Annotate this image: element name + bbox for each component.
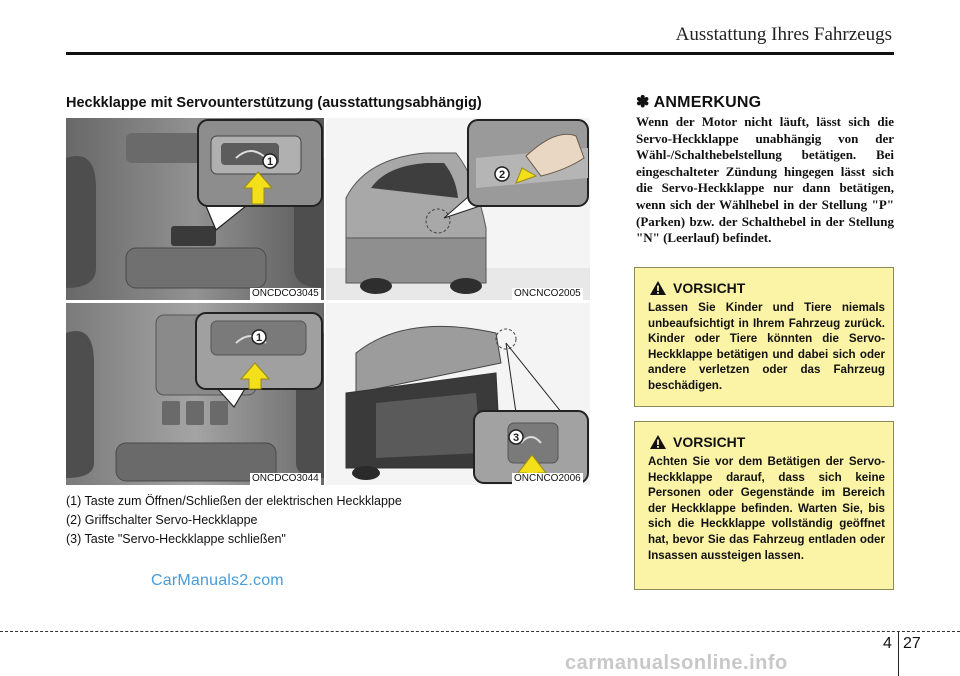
- caution-box-1: [634, 267, 894, 407]
- section-title: Heckklappe mit Servounterstützung (ausstattungsabhängig): [66, 95, 482, 111]
- running-header: Ausstattung Ihres Fahrzeugs: [675, 24, 892, 45]
- caution-title-2: VORSICHT: [673, 434, 746, 450]
- note-title: [636, 92, 761, 112]
- marker-2: 2: [498, 169, 506, 181]
- note-title-text: ANMERKUNG: [653, 94, 762, 111]
- marker-3: 3: [512, 432, 520, 444]
- watermark-link[interactable]: CarManuals2.com: [151, 572, 284, 589]
- page-number: 27: [903, 635, 921, 652]
- caption-2: (2) Griffschalter Servo-Heckklappe: [66, 513, 258, 527]
- footer-rule: [0, 631, 960, 632]
- code-top-left: ONCDCO3045: [252, 288, 319, 299]
- photo-tailgate-handle: [326, 118, 590, 300]
- chapter-number: 4: [883, 635, 892, 652]
- caution-box-2: [634, 421, 894, 590]
- code-bottom-left: ONCDCO3044: [252, 473, 319, 484]
- site-footer-link[interactable]: carmanualsonline.info: [565, 652, 788, 674]
- asterisk-icon: ✽: [636, 94, 650, 111]
- caption-3: (3) Taste "Servo-Heckklappe schließen": [66, 532, 286, 546]
- note-body: Wenn der Motor nicht läuft, lässt sich die Servo-Heckklappe unabhängig von der Wähl-/Schalthebelstellung betätigen. Bei eingeschalteter Zündung hingegen lässt sich die Servo-Heckklappe nur dann betätigen, wenn sich der Wählhebel in der Stellung "P" (Parken) bzw. der Schalthebel in der Stellung "N" (Leerlauf) befindet.: [636, 114, 894, 246]
- page-separator: [898, 632, 899, 676]
- figure-captions: [66, 492, 402, 549]
- caution-title-1: VORSICHT: [673, 280, 746, 296]
- caution-text-1: Lassen Sie Kinder und Tiere niemals unbeaufsichtigt in Ihrem Fahrzeug zurück. Kinder oder Tiere könnten die Servo-Heckklappe betätigen und dabei sich oder andere verletzen oder das Fahrzeug beschädigen.: [648, 301, 885, 392]
- caption-1: (1) Taste zum Öffnen/Schließen der elektrischen Heckklappe: [66, 494, 402, 508]
- marker-1-b: 1: [255, 332, 263, 344]
- caution-text-2: Achten Sie vor dem Betätigen der Servo-Heckklappe darauf, dass sich keine Personen oder Gegenstände im Bereich der Heckklappe befinden. Warten Sie, bis sich die Heckklappe vollständig geöffnet hat, bevor Sie das Fahrzeug entladen oder Insassen aussteigen lassen.: [648, 455, 885, 562]
- header-rule: [66, 52, 894, 55]
- code-top-right: ONCNCO2005: [514, 288, 581, 299]
- marker-1-a: 1: [266, 156, 274, 168]
- code-bottom-right: ONCNCO2006: [514, 473, 581, 484]
- photo-variant-b-switch: [66, 303, 324, 485]
- warning-icon: [649, 280, 667, 296]
- photo-open-tailgate: [326, 303, 590, 485]
- warning-icon: [649, 434, 667, 450]
- photo-variant-a-switch: [66, 118, 324, 300]
